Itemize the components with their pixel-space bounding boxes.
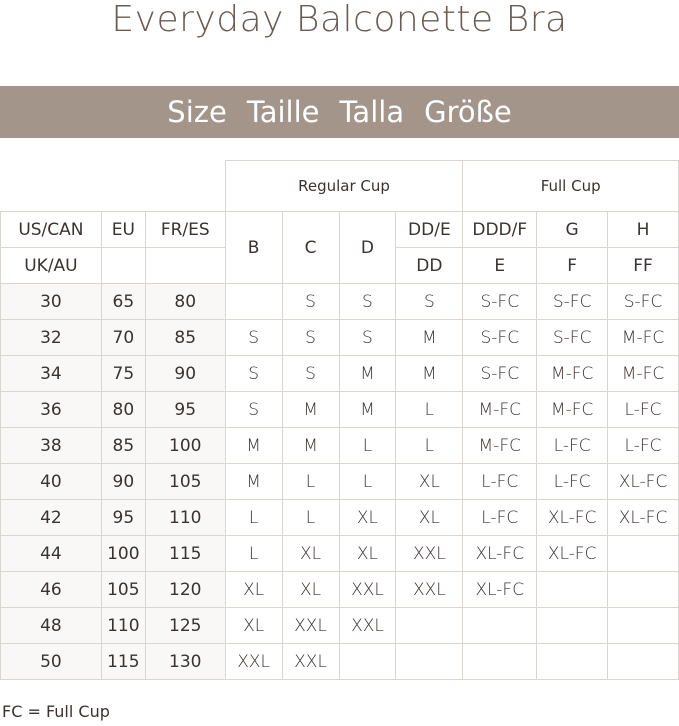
table-row xyxy=(1,464,679,500)
cup-f-uk-header: F xyxy=(537,248,608,284)
band-size-cell: 115 xyxy=(145,536,225,572)
size-value-cell: L xyxy=(282,464,339,500)
band-size-cell: 46 xyxy=(1,572,102,608)
footnote: FC = Full Cup xyxy=(2,702,110,721)
size-value-cell: S-FC xyxy=(537,320,608,356)
eu-header-empty xyxy=(101,248,145,284)
table-row xyxy=(1,284,679,320)
size-value-cell xyxy=(396,644,463,680)
size-value-cell: XL-FC xyxy=(608,464,679,500)
band-size-cell: 32 xyxy=(1,320,102,356)
size-value-cell: XXL xyxy=(339,608,396,644)
size-value-cell: XXL xyxy=(396,536,463,572)
table-row xyxy=(1,644,679,680)
size-value-cell: S-FC xyxy=(463,320,537,356)
band-size-cell: 100 xyxy=(145,428,225,464)
size-value-cell: XL-FC xyxy=(463,572,537,608)
size-value-cell: S-FC xyxy=(463,356,537,392)
size-value-cell: S xyxy=(339,284,396,320)
banner-label-taille: Taille xyxy=(246,95,320,129)
band-size-cell: 48 xyxy=(1,608,102,644)
cup-ff-uk-header: FF xyxy=(608,248,679,284)
band-size-cell: 75 xyxy=(101,356,145,392)
size-value-cell: L xyxy=(225,500,282,536)
size-value-cell: M xyxy=(396,320,463,356)
banner-label-talla: Talla xyxy=(339,95,405,129)
band-size-cell: 125 xyxy=(145,608,225,644)
size-value-cell: XL xyxy=(396,464,463,500)
size-value-cell: L xyxy=(339,464,396,500)
band-size-cell: 130 xyxy=(145,644,225,680)
size-value-cell: S xyxy=(225,320,282,356)
band-size-cell: 38 xyxy=(1,428,102,464)
size-value-cell: XL xyxy=(225,608,282,644)
table-row xyxy=(1,320,679,356)
size-value-cell xyxy=(608,536,679,572)
size-value-cell: XL xyxy=(282,536,339,572)
size-chart-table xyxy=(0,160,679,680)
size-value-cell: M xyxy=(339,356,396,392)
size-value-cell: L-FC xyxy=(608,392,679,428)
band-size-cell: 105 xyxy=(145,464,225,500)
size-value-cell: S-FC xyxy=(537,284,608,320)
size-value-cell: S xyxy=(396,284,463,320)
table-row xyxy=(1,572,679,608)
size-value-cell xyxy=(537,608,608,644)
size-value-cell: XL-FC xyxy=(537,536,608,572)
band-size-cell: 50 xyxy=(1,644,102,680)
size-value-cell: XL-FC xyxy=(608,500,679,536)
table-row xyxy=(1,428,679,464)
regular-cup-header: Regular Cup xyxy=(225,161,463,212)
size-value-cell: M xyxy=(282,428,339,464)
size-value-cell: L xyxy=(396,428,463,464)
cup-h-header: H xyxy=(608,212,679,248)
size-value-cell xyxy=(339,644,396,680)
size-value-cell: XL xyxy=(339,500,396,536)
cup-g-header: G xyxy=(537,212,608,248)
size-value-cell xyxy=(608,608,679,644)
size-value-cell: S xyxy=(339,320,396,356)
size-value-cell: L-FC xyxy=(608,428,679,464)
size-value-cell xyxy=(608,644,679,680)
size-value-cell: XXL xyxy=(225,644,282,680)
full-cup-header: Full Cup xyxy=(463,161,679,212)
size-value-cell: S xyxy=(282,284,339,320)
band-size-cell: 44 xyxy=(1,536,102,572)
size-value-cell: M-FC xyxy=(608,356,679,392)
band-size-cell: 40 xyxy=(1,464,102,500)
size-value-cell xyxy=(608,572,679,608)
size-value-cell: XXL xyxy=(282,608,339,644)
size-value-cell: XXL xyxy=(282,644,339,680)
cup-d-header: D xyxy=(339,212,396,284)
size-value-cell: M xyxy=(225,428,282,464)
table-row xyxy=(1,608,679,644)
table-row xyxy=(1,356,679,392)
band-size-cell: 90 xyxy=(145,356,225,392)
cup-dd-e-header: DD/E xyxy=(396,212,463,248)
band-size-cell: 85 xyxy=(101,428,145,464)
size-value-cell: M-FC xyxy=(463,428,537,464)
size-value-cell: XL xyxy=(282,572,339,608)
size-value-cell: M xyxy=(396,356,463,392)
size-value-cell: XL-FC xyxy=(537,500,608,536)
size-value-cell: S xyxy=(282,356,339,392)
size-value-cell: L xyxy=(282,500,339,536)
cup-b-header: B xyxy=(225,212,282,284)
size-value-cell xyxy=(463,608,537,644)
size-value-cell: XL xyxy=(339,536,396,572)
banner-label-grosse: Größe xyxy=(424,95,512,129)
fr-es-header: FR/ES xyxy=(145,212,225,248)
size-value-cell: S xyxy=(282,320,339,356)
size-value-cell xyxy=(537,644,608,680)
size-value-cell: XL xyxy=(396,500,463,536)
cup-e-uk-header: E xyxy=(463,248,537,284)
band-size-cell: 36 xyxy=(1,392,102,428)
size-value-cell: M xyxy=(339,392,396,428)
cup-ddd-f-header: DDD/F xyxy=(463,212,537,248)
band-size-cell: 110 xyxy=(101,608,145,644)
size-value-cell xyxy=(396,608,463,644)
size-value-cell: S xyxy=(225,356,282,392)
us-can-header: US/CAN xyxy=(1,212,102,248)
band-size-cell: 95 xyxy=(101,500,145,536)
size-banner xyxy=(0,86,679,138)
size-value-cell: L-FC xyxy=(463,464,537,500)
table-row xyxy=(1,392,679,428)
size-value-cell xyxy=(463,644,537,680)
band-size-cell: 115 xyxy=(101,644,145,680)
band-size-cell: 80 xyxy=(145,284,225,320)
band-size-cell: 65 xyxy=(101,284,145,320)
size-value-cell: L-FC xyxy=(537,428,608,464)
size-value-cell: M-FC xyxy=(608,320,679,356)
band-size-cell: 105 xyxy=(101,572,145,608)
cup-c-header: C xyxy=(282,212,339,284)
size-value-cell: S-FC xyxy=(608,284,679,320)
band-size-cell: 34 xyxy=(1,356,102,392)
band-size-cell: 85 xyxy=(145,320,225,356)
fr-es-header-empty xyxy=(145,248,225,284)
size-value-cell: M xyxy=(225,464,282,500)
size-value-cell: L xyxy=(339,428,396,464)
size-value-cell: M xyxy=(282,392,339,428)
table-row xyxy=(1,536,679,572)
size-value-cell: XL-FC xyxy=(463,536,537,572)
group-header-row xyxy=(1,161,679,212)
band-size-cell: 42 xyxy=(1,500,102,536)
size-value-cell: L xyxy=(396,392,463,428)
band-size-cell: 110 xyxy=(145,500,225,536)
size-value-cell: S-FC xyxy=(463,284,537,320)
size-value-cell: M-FC xyxy=(537,356,608,392)
size-value-cell: L xyxy=(225,536,282,572)
band-size-cell: 95 xyxy=(145,392,225,428)
uk-au-header: UK/AU xyxy=(1,248,102,284)
size-value-cell xyxy=(537,572,608,608)
band-size-cell: 120 xyxy=(145,572,225,608)
band-size-cell: 70 xyxy=(101,320,145,356)
size-value-cell: L-FC xyxy=(537,464,608,500)
size-value-cell: XL xyxy=(225,572,282,608)
size-value-cell: XXL xyxy=(396,572,463,608)
band-size-cell: 100 xyxy=(101,536,145,572)
band-size-cell: 80 xyxy=(101,392,145,428)
cup-dd-uk-header: DD xyxy=(396,248,463,284)
eu-header: EU xyxy=(101,212,145,248)
size-value-cell xyxy=(225,284,282,320)
band-size-cell: 90 xyxy=(101,464,145,500)
size-value-cell: M-FC xyxy=(463,392,537,428)
size-value-cell: S xyxy=(225,392,282,428)
cup-header-row-1 xyxy=(1,212,679,248)
size-value-cell: XXL xyxy=(339,572,396,608)
band-size-cell: 30 xyxy=(1,284,102,320)
size-value-cell: L-FC xyxy=(463,500,537,536)
page-title: Everyday Balconette Bra xyxy=(111,0,568,40)
table-row xyxy=(1,500,679,536)
banner-label-size: Size xyxy=(167,95,227,129)
size-value-cell: M-FC xyxy=(537,392,608,428)
